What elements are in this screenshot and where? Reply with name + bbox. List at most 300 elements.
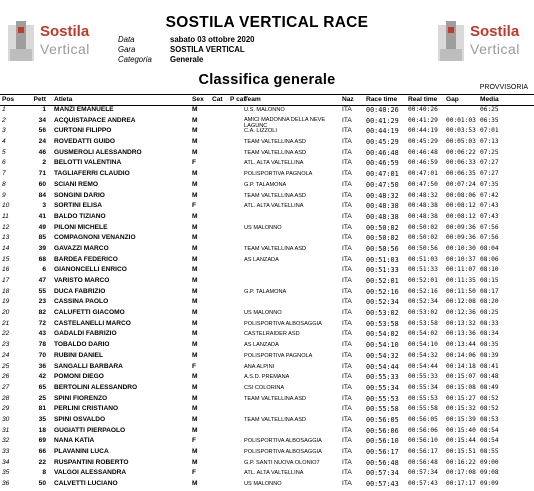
cell-team: US MALONNO: [244, 224, 282, 231]
cell-team: G.P. SANTI NUOVA OLONIO7: [244, 459, 320, 466]
table-row: [0, 416, 534, 427]
race-info: [118, 35, 255, 65]
cell-real: 00:53:02: [408, 309, 438, 317]
cell-naz: ITA: [342, 127, 352, 135]
info-row-race: [118, 45, 255, 55]
cell-atleta: BARDEA FEDERICO: [54, 255, 118, 263]
cell-pos: 18: [2, 287, 10, 295]
table-row: [0, 117, 534, 128]
cell-race: 00:48:38: [366, 202, 399, 211]
cell-pett: 2: [42, 159, 46, 167]
info-value: Generale: [170, 55, 204, 64]
cell-sex: M: [192, 255, 198, 263]
cell-race: 00:47:50: [366, 180, 399, 189]
cell-atleta: CASTELANELLI MARCO: [54, 319, 131, 327]
cell-real: 00:55:33: [408, 373, 438, 381]
cell-sex: M: [192, 170, 198, 178]
table-row: [0, 159, 534, 170]
cell-real: 00:46:59: [408, 159, 438, 167]
cell-pett: 81: [38, 405, 46, 413]
cell-atleta: COMPAGNONI VENANZIO: [54, 234, 136, 242]
col-atleta: Atleta: [54, 96, 73, 103]
cell-sex: M: [192, 351, 198, 359]
cell-gap: 00:11:07: [446, 266, 476, 274]
table-header: [0, 94, 534, 106]
cell-atleta: RUBINI DANIEL: [54, 351, 104, 359]
cell-pett: 34: [38, 116, 46, 124]
cell-atleta: GUSMEROLI ALESSANDRO: [54, 148, 142, 156]
cell-real: 00:51:03: [408, 255, 438, 263]
ranking-title: Classifica generale: [198, 72, 336, 88]
table-row: [0, 181, 534, 192]
cell-gap: 00:06:22: [446, 148, 476, 156]
cell-atleta: MANZI EMANUELE: [54, 106, 114, 113]
cell-pos: 26: [2, 373, 10, 381]
cell-media: 08:52: [480, 405, 499, 413]
table-row: [0, 213, 534, 224]
cell-pett: 68: [38, 255, 46, 263]
cell-pos: 30: [2, 415, 10, 423]
col-sex: Sex: [192, 96, 204, 103]
cell-media: 07:56: [480, 234, 499, 242]
cell-naz: ITA: [342, 244, 352, 252]
table-row: [0, 363, 534, 374]
cell-gap: 00:10:30: [446, 244, 476, 252]
cell-naz: ITA: [342, 351, 352, 359]
cell-naz: ITA: [342, 212, 352, 220]
cell-naz: ITA: [342, 437, 352, 445]
cell-real: 00:47:01: [408, 170, 438, 178]
cell-sex: F: [192, 437, 197, 445]
cell-media: 06:35: [480, 116, 499, 124]
cell-pos: 5: [2, 148, 6, 156]
table-row: [0, 224, 534, 235]
cell-gap: 00:03:53: [446, 127, 476, 135]
cell-media: 09:00: [480, 458, 499, 466]
table-row: [0, 202, 534, 213]
cell-pett: 78: [38, 341, 46, 349]
cell-atleta: ROVEDATTI GUIDO: [54, 138, 116, 146]
cell-race: 00:48:38: [366, 212, 399, 221]
cell-sex: M: [192, 383, 198, 391]
cell-sex: F: [192, 202, 197, 210]
cell-team: POLISPORTIVA ALBOSAGGIA: [244, 449, 322, 455]
cell-media: 07:43: [480, 212, 499, 220]
cell-real: 00:50:02: [408, 223, 438, 231]
cell-pos: 29: [2, 405, 10, 413]
cell-pos: 33: [2, 448, 10, 455]
cell-media: 08:33: [480, 319, 499, 327]
cell-team: U.S. MALONNO: [244, 107, 285, 113]
info-label: Data: [118, 35, 135, 44]
cell-atleta: GIANONCELLI ENRICO: [54, 266, 127, 274]
cell-atleta: GUGIATTI PIERPAOLO: [54, 426, 126, 434]
cell-team: TEAM VALTELLINA ASD: [244, 192, 306, 199]
cell-pos: 3: [2, 127, 6, 135]
cell-naz: ITA: [342, 405, 352, 413]
cell-naz: ITA: [342, 180, 352, 188]
cell-media: 08:52: [480, 394, 499, 402]
cell-sex: M: [192, 212, 198, 220]
cell-pett: 43: [38, 330, 46, 338]
cell-sex: M: [192, 244, 198, 252]
cell-pett: 47: [38, 277, 46, 284]
cell-media: 07:13: [480, 138, 499, 146]
cell-gap: 00:09:36: [446, 223, 476, 231]
cell-real: 00:56:06: [408, 426, 438, 434]
table-row: [0, 352, 534, 363]
cell-naz: ITA: [342, 116, 352, 124]
cell-sex: M: [192, 341, 198, 349]
cell-pett: 66: [38, 448, 46, 455]
cell-team: ATL. ALTA VALTELLINA: [244, 470, 304, 477]
col-gap: Gap: [446, 96, 459, 103]
cell-sex: M: [192, 394, 198, 402]
cell-sex: M: [192, 277, 198, 284]
info-row-category: [118, 55, 255, 65]
cell-real: 00:41:29: [408, 116, 438, 124]
cell-race: 00:55:33: [366, 373, 399, 382]
cell-media: 07:27: [480, 159, 499, 167]
cell-sex: M: [192, 223, 198, 231]
cell-naz: ITA: [342, 415, 352, 423]
cell-pett: 55: [38, 287, 46, 295]
cell-gap: 00:07:24: [446, 180, 476, 188]
cell-atleta: CALUFETTI GIACOMO: [54, 309, 125, 317]
cell-gap: 00:16:22: [446, 458, 476, 466]
table-row: [0, 341, 534, 352]
logo-word-sostila: Sostila: [470, 23, 520, 40]
cell-atleta: POMONI DIEGO: [54, 373, 104, 381]
cell-atleta: SORTINI ELISA: [54, 202, 102, 210]
table-row: [0, 459, 534, 470]
cell-team: AS LANZADA: [244, 342, 279, 349]
cell-pett: 84: [38, 191, 46, 199]
table-body: [0, 106, 534, 491]
cell-atleta: VALGOI ALESSANDRA: [54, 469, 127, 477]
cell-pett: 56: [38, 127, 46, 135]
cell-pett: 25: [38, 394, 46, 402]
cell-sex: M: [192, 319, 198, 327]
cell-team: TEAM VALTELLINA ASD: [244, 245, 306, 252]
cell-gap: 00:08:12: [446, 212, 476, 220]
cell-naz: ITA: [342, 148, 352, 156]
cell-pett: 60: [38, 180, 46, 188]
cell-real: 00:56:10: [408, 437, 438, 445]
cell-race: 00:52:34: [366, 298, 399, 307]
cell-naz: ITA: [342, 426, 352, 434]
cell-team: TEAM VALTELLINA ASD: [244, 395, 306, 402]
cell-media: 08:54: [480, 437, 499, 445]
cell-sex: M: [192, 330, 198, 338]
cell-race: 00:53:58: [366, 319, 399, 328]
cell-sex: M: [192, 448, 198, 455]
cell-sex: M: [192, 405, 198, 413]
cell-gap: 00:11:50: [446, 287, 476, 295]
cell-atleta: BELOTTI VALENTINA: [54, 159, 122, 167]
info-value: sabato 03 ottobre 2020: [170, 35, 255, 44]
cell-real: 00:56:48: [408, 458, 438, 466]
cell-pett: 36: [38, 362, 46, 370]
cell-pett: 65: [38, 383, 46, 391]
cell-naz: ITA: [342, 191, 352, 199]
cell-pos: 15: [2, 255, 10, 263]
logo-word-vertical: Vertical: [40, 41, 90, 57]
cell-team: CSI COLORINA: [244, 384, 285, 391]
cell-pos: 8: [2, 180, 6, 188]
table-row: [0, 437, 534, 448]
cell-gap: 00:01:03: [446, 116, 476, 124]
cell-real: 00:48:38: [408, 202, 438, 210]
cell-naz: ITA: [342, 309, 352, 317]
cell-pos: 12: [2, 223, 10, 231]
cell-pett: 22: [38, 458, 46, 466]
cell-media: 08:41: [480, 362, 499, 370]
cell-pos: 25: [2, 362, 10, 370]
cell-pos: 35: [2, 469, 10, 477]
cell-real: 00:46:48: [408, 148, 438, 156]
cell-real: 00:56:17: [408, 448, 438, 455]
cell-naz: ITA: [342, 448, 352, 455]
cell-sex: M: [192, 480, 198, 488]
cell-sex: M: [192, 138, 198, 146]
cell-media: 08:10: [480, 266, 499, 274]
table-row: [0, 395, 534, 406]
cell-gap: 00:15:39: [446, 415, 476, 423]
cell-gap: 00:15:51: [446, 448, 476, 455]
cell-real: 00:54:32: [408, 351, 438, 359]
cell-sex: M: [192, 373, 198, 381]
cell-pos: 6: [2, 159, 6, 167]
cell-atleta: TAGLIAFERRI CLAUDIO: [54, 170, 130, 178]
cell-race: 00:50:56: [366, 244, 399, 253]
table-row: [0, 138, 534, 149]
cell-real: 00:50:02: [408, 234, 438, 242]
cell-gap: 00:13:36: [446, 330, 476, 338]
cell-race: 00:47:01: [366, 170, 399, 179]
cell-race: 00:56:10: [366, 437, 399, 446]
cell-atleta: SPINI OSVALDO: [54, 415, 106, 423]
logo-word-sostila: Sostila: [40, 23, 90, 40]
cell-pos: 7: [2, 170, 6, 178]
cell-team: POLISPORTIVA PAGNOLA: [244, 171, 313, 178]
cell-pos: 17: [2, 277, 10, 284]
cell-atleta: BERTOLINI ALESSANDRO: [54, 383, 138, 391]
cell-pos: 19: [2, 298, 10, 306]
cell-atleta: TOBALDO DARIO: [54, 341, 110, 349]
table-row: [0, 309, 534, 320]
cell-real: 00:48:38: [408, 212, 438, 220]
cell-pett: 49: [38, 223, 46, 231]
cell-real: 00:54:02: [408, 330, 438, 338]
cell-real: 00:57:34: [408, 469, 438, 477]
cell-naz: ITA: [342, 234, 352, 242]
table-row: [0, 373, 534, 384]
cell-media: 08:25: [480, 309, 499, 317]
cell-atleta: VARISTO MARCO: [54, 277, 110, 284]
cell-naz: ITA: [342, 106, 352, 113]
cell-pos: 31: [2, 426, 10, 434]
cell-pett: 41: [38, 212, 46, 220]
col-pett: Pett: [33, 96, 46, 103]
cell-pos: 27: [2, 383, 10, 391]
cell-gap: 00:15:08: [446, 383, 476, 391]
cell-gap: 00:05:03: [446, 138, 476, 146]
cell-media: 08:15: [480, 277, 499, 284]
cell-naz: ITA: [342, 383, 352, 391]
cell-pett: 46: [38, 148, 46, 156]
cell-atleta: SANGALLI BARBARA: [54, 362, 123, 370]
cell-race: 00:56:05: [366, 415, 399, 424]
col-naz: Naz: [342, 96, 354, 103]
cell-naz: ITA: [342, 362, 352, 370]
cell-atleta: PLAVANINI LUCA: [54, 448, 109, 455]
cell-race: 00:50:02: [366, 234, 399, 243]
cell-sex: M: [192, 309, 198, 317]
cell-race: 00:56:17: [366, 448, 399, 456]
cell-race: 00:41:29: [366, 116, 399, 125]
cell-media: 08:55: [480, 448, 499, 455]
cell-race: 00:50:02: [366, 223, 399, 232]
cell-real: 00:45:29: [408, 138, 438, 146]
cell-sex: M: [192, 415, 198, 423]
cell-race: 00:46:59: [366, 159, 399, 168]
cell-naz: ITA: [342, 458, 352, 466]
cell-pos: 21: [2, 319, 10, 327]
cell-atleta: GAVAZZI MARCO: [54, 244, 109, 252]
table-row: [0, 469, 534, 480]
cell-pett: 70: [38, 351, 46, 359]
cell-real: 00:56:05: [408, 415, 438, 423]
cell-team: ANA ALPINI: [244, 363, 275, 370]
table-row: [0, 266, 534, 277]
cell-media: 08:17: [480, 287, 499, 295]
cell-sex: M: [192, 426, 198, 434]
cell-pos: 22: [2, 330, 10, 338]
cell-real: 00:50:56: [408, 244, 438, 252]
cell-media: 08:06: [480, 255, 499, 263]
cell-naz: ITA: [342, 469, 352, 477]
cell-real: 00:55:58: [408, 405, 438, 413]
cell-race: 00:57:34: [366, 469, 399, 478]
cell-real: 00:51:33: [408, 266, 438, 274]
cell-gap: 00:11:35: [446, 277, 476, 284]
cell-team: US MALONNO: [244, 481, 282, 488]
cell-team: G.P. TALAMONA: [244, 181, 287, 188]
cell-media: 08:39: [480, 351, 499, 359]
info-label: Gara: [118, 45, 136, 54]
cell-naz: ITA: [342, 330, 352, 338]
cell-gap: 00:15:07: [446, 373, 476, 381]
table-row: [0, 245, 534, 256]
cell-atleta: SCIANI REMO: [54, 180, 98, 188]
cell-pos: 36: [2, 480, 10, 488]
cell-sex: M: [192, 298, 198, 306]
cell-gap: 00:13:44: [446, 341, 476, 349]
cell-pett: 6: [42, 266, 46, 274]
cell-real: 00:55:34: [408, 383, 438, 391]
cell-pos: 32: [2, 437, 10, 445]
table-row: [0, 234, 534, 245]
cell-pos: 23: [2, 341, 10, 349]
col-cat: Cat: [212, 96, 223, 103]
cell-team: POLISPORTIVA PAGNOLA: [244, 352, 313, 359]
info-value: SOSTILA VERTICAL: [170, 45, 245, 54]
cell-gap: 00:06:33: [446, 159, 476, 167]
cell-naz: ITA: [342, 298, 352, 306]
cell-naz: ITA: [342, 266, 352, 274]
cell-naz: ITA: [342, 223, 352, 231]
cell-gap: 00:14:06: [446, 351, 476, 359]
table-row: [0, 320, 534, 331]
cell-media: 08:35: [480, 341, 499, 349]
cell-team: A.S.D. PREMANA: [244, 374, 290, 381]
cell-race: 00:54:32: [366, 351, 399, 360]
cell-race: 00:54:44: [366, 362, 399, 371]
cell-atleta: DUCA FABRIZIO: [54, 287, 106, 295]
cell-real: 00:52:34: [408, 298, 438, 306]
cell-team: US MALONNO: [244, 310, 282, 317]
table-row: [0, 149, 534, 160]
info-label: Categoria: [118, 55, 152, 64]
table-row: [0, 256, 534, 267]
cell-pos: 10: [2, 202, 10, 210]
cell-gap: 00:12:08: [446, 298, 476, 306]
cell-naz: ITA: [342, 170, 352, 178]
cell-race: 00:51:03: [366, 255, 399, 264]
cell-pett: 8: [42, 469, 46, 477]
cell-race: 00:55:58: [366, 405, 399, 414]
cell-pos: 13: [2, 234, 10, 242]
cell-media: 07:56: [480, 223, 499, 231]
cell-naz: ITA: [342, 341, 352, 349]
cell-real: 00:40:26: [408, 106, 438, 113]
cell-pett: 50: [38, 480, 46, 488]
race-title: SOSTILA VERTICAL RACE: [165, 14, 369, 31]
col-real-time: Real time: [408, 96, 438, 103]
cell-sex: F: [192, 362, 197, 370]
cell-race: 00:55:53: [366, 394, 399, 403]
cell-atleta: SONGINI DARIO: [54, 191, 105, 199]
cell-sex: M: [192, 458, 198, 466]
table-row: [0, 170, 534, 181]
provisional-note: PROVVISORIA: [479, 84, 528, 91]
cell-media: 07:35: [480, 180, 499, 188]
cell-race: 00:56:48: [366, 458, 399, 467]
cell-team: G.P. TALAMONA: [244, 288, 287, 295]
cell-pett: 24: [38, 138, 46, 146]
col-pcat: P cat: [230, 96, 246, 103]
cell-race: 00:52:16: [366, 287, 399, 296]
cell-pett: 82: [38, 309, 46, 317]
info-row-date: [118, 35, 255, 45]
cell-real: 00:53:58: [408, 319, 438, 327]
cell-pos: 14: [2, 244, 10, 252]
cell-pett: 1: [42, 106, 46, 113]
cell-atleta: CALVETTI LUCIANO: [54, 480, 118, 488]
cell-team: AS LANZADA: [244, 256, 279, 263]
cell-pett: 35: [38, 415, 46, 423]
cell-real: 00:52:01: [408, 277, 438, 284]
table-row: [0, 384, 534, 395]
table-row: [0, 127, 534, 138]
cell-race: 00:54:10: [366, 341, 399, 350]
cell-real: 00:47:50: [408, 180, 438, 188]
cell-naz: ITA: [342, 287, 352, 295]
cell-team: POLISPORTIVA ALBOSAGGIA: [244, 320, 322, 327]
cell-sex: F: [192, 469, 197, 477]
table-row: [0, 480, 534, 491]
